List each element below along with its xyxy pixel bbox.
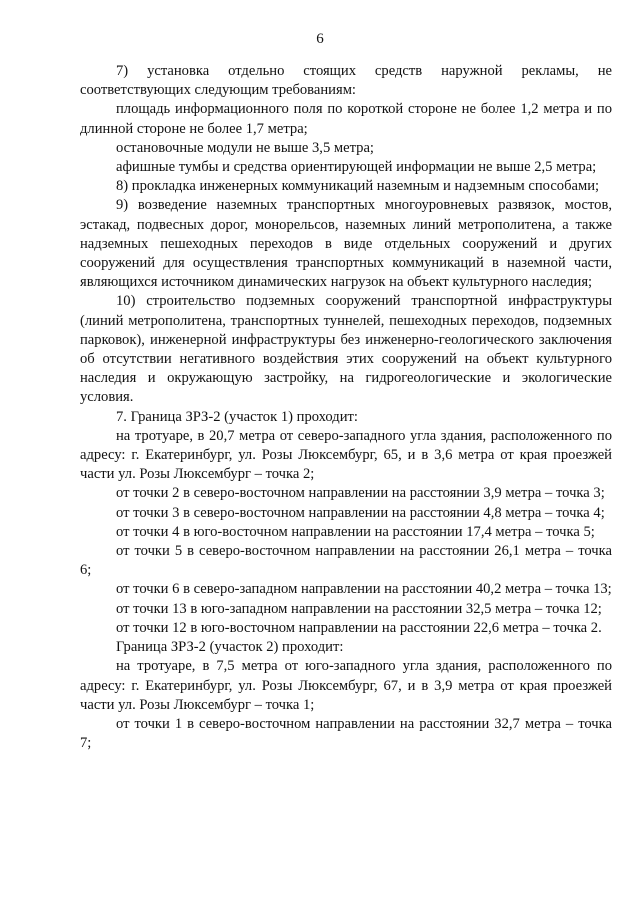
boundary-segment-5-6: от точки 5 в северо-восточном направлении на расстоянии 26,1 метра – точка 6; [80,543,612,579]
boundary-point-1: на тротуаре, в 7,5 метра от юго-западного угла здания, расположенного по адресу: г. Екатеринбург, ул. Розы Люксембург, 67, и в 3,9 метра от края проезжей части ул. Розы Люксембург – точка 1; [80,658,612,713]
boundary-segment-2-3: от точки 2 в северо-восточном направлении на расстоянии 3,9 метра – точка 3; [116,485,605,502]
boundary-segment-12-2: от точки 12 в юго-восточном направлении на расстоянии 22,6 метра – точка 2. [116,619,602,636]
paragraph-poster-columns: афишные тумбы и средства ориентирующей информации не выше 2,5 метра; [116,159,597,176]
boundary-segment-3-4: от точки 3 в северо-восточном направлении на расстоянии 4,8 метра – точка 4; [116,504,605,521]
paragraph-info-field-area: площадь информационного поля по короткой стороне не более 1,2 метра и по длинной стороне не более 1,7 метра; [80,101,612,137]
boundary-segment-1-7: от точки 1 в северо-восточном направлении на расстоянии 32,7 метра – точка 7; [80,715,612,752]
paragraph-item-10-underground: 10) строительство подземных сооружений транспортной инфраструктуры (линий метрополитена, транспортных туннелей, пешеходных переходов, подземных парковок), инженерной инфраструктуры без инженерно-геологического заключения об отсутствии негативного воздействия этих сооружений на объект культурного наследия и окружающую застройку, на гидрогеологические и экологические условия. [80,293,612,406]
document-body [80,62,612,753]
page-number: 6 [316,31,324,47]
section-heading-zrz2-plot1: 7. Граница ЗРЗ-2 (участок 1) проходит: [116,408,358,425]
paragraph-item-9-overpasses: 9) возведение наземных транспортных многоуровневых развязок, мостов, эстакад, подвесных дорог, монорельсов, наземных линий метрополитена, а также надземных пешеходных переходов в виде отдельных сооружений и других сооружений для осуществления транспортных коммуникаций в наземной части, являющихся источником динамических нагрузок на объект культурного наследия; [80,197,612,291]
section-heading-zrz2-plot2: Граница ЗРЗ-2 (участок 2) проходит: [116,639,344,656]
boundary-segment-6-13: от точки 6 в северо-западном направлении на расстоянии 40,2 метра – точка 13; [116,581,612,598]
boundary-point-2: на тротуаре, в 20,7 метра от северо-западного угла здания, расположенного по адресу: г. Екатеринбург, ул. Розы Люксембург, 65, и в 3,6 метра от края проезжей части ул. Розы Люксембург – точка 2; [80,427,612,483]
paragraph-item-7-advertising: 7) установка отдельно стоящих средств наружной рекламы, не соответствующих следующим требованиям: [80,63,612,99]
paragraph-stop-modules: остановочные модули не выше 3,5 метра; [116,139,374,156]
paragraph-item-8-utilities: 8) прокладка инженерных коммуникаций наземным и надземным способами; [116,178,600,195]
boundary-segment-4-5: от точки 4 в юго-восточном направлении на расстоянии 17,4 метра – точка 5; [116,523,595,540]
boundary-segment-13-12: от точки 13 в юго-западном направлении на расстоянии 32,5 метра – точка 12; [116,600,602,617]
